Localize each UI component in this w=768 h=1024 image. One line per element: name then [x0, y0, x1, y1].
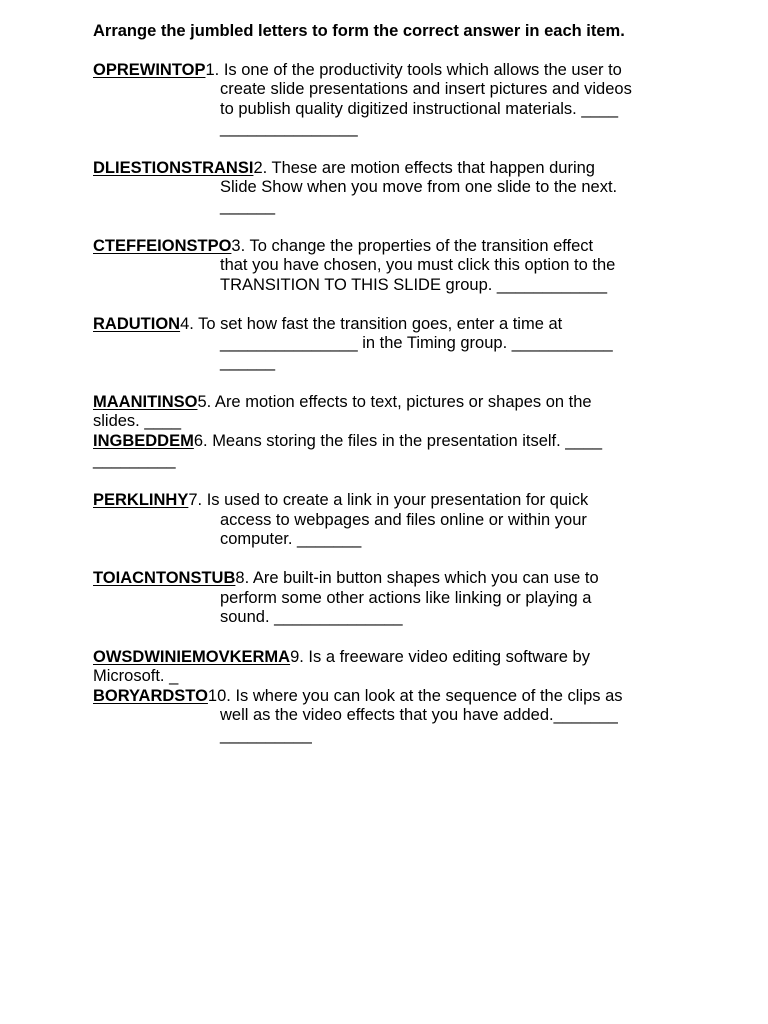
item-3-jumbled-word: CTEFFEIONSTPO — [93, 237, 232, 255]
item-2-first-line — [93, 159, 595, 179]
item-10-answer-blank: __________ — [220, 726, 312, 744]
instructions-heading: Arrange the jumbled letters to form the correct answer in each item. — [93, 22, 625, 40]
item-10-question-line-1: 10. Is where you can look at the sequence of the clips as — [207, 687, 623, 705]
item-1-first-line — [93, 61, 622, 81]
item-8-question-line-3: sound. ______________ — [220, 608, 403, 626]
item-3-question-line-2: that you have chosen, you must click this option to the — [220, 256, 616, 274]
item-5-question-line-2: slides. ____ — [93, 412, 182, 430]
item-6-jumbled-word: INGBEDDEM — [93, 432, 194, 450]
item-4-question-line-2: _______________ in the Timing group. ___________ — [220, 334, 613, 352]
item-9-jumbled-word: OWSDWINIEMOVKERMA — [93, 648, 291, 666]
item-5-jumbled-word: MAANITINSO — [93, 393, 198, 411]
item-3-first-line — [93, 237, 593, 257]
item-4-question-line-1: 4. To set how fast the transition goes, enter a time at — [180, 315, 563, 333]
item-7-jumbled-word: PERKLINHY — [93, 491, 189, 509]
item-5-question-line-1: 5. Are motion effects to text, pictures or shapes on the — [197, 393, 592, 411]
item-8-question-line-1: 8. Are built-in button shapes which you can use to — [235, 569, 599, 587]
item-2-answer-blank: ______ — [220, 197, 276, 215]
item-3-question-line-1: 3. To change the properties of the transition effect — [231, 237, 594, 255]
item-7-question-line-3: computer. _______ — [220, 530, 362, 548]
item-7-question-line-1: 7. Is used to create a link in your presentation for quick — [188, 491, 589, 509]
item-4-first-line — [93, 315, 562, 335]
item-1-question-line-3: to publish quality digitized instructional materials. ____ — [220, 100, 619, 118]
item-6-answer-blank: _________ — [93, 451, 176, 469]
item-8-first-line — [93, 569, 599, 589]
item-8-jumbled-word: TOIACNTONSTUB — [93, 569, 236, 587]
item-4-answer-blank: ______ — [220, 353, 276, 371]
item-7-question-line-2: access to webpages and files online or within your — [220, 511, 587, 529]
item-1-jumbled-word: OPREWINTOP — [93, 61, 206, 79]
item-1-question-line-1: 1. Is one of the productivity tools which allows the user to — [205, 61, 622, 79]
item-6-first-line — [93, 432, 602, 452]
item-9-question-line-2: Microsoft. _ — [93, 667, 179, 685]
item-8-question-line-2: perform some other actions like linking or playing a — [220, 589, 592, 607]
item-6-question-line-1: 6. Means storing the files in the presentation itself. ____ — [193, 432, 603, 450]
item-10-jumbled-word: BORYARDSTO — [93, 687, 208, 705]
item-4-jumbled-word: RADUTION — [93, 315, 181, 333]
item-3-question-line-3: TRANSITION TO THIS SLIDE group. ____________ — [220, 276, 608, 294]
item-10-question-line-2: well as the video effects that you have added._______ — [220, 706, 618, 724]
item-2-question-line-2: Slide Show when you move from one slide to the next. — [220, 178, 618, 196]
item-1-question-line-2: create slide presentations and insert pictures and videos — [220, 80, 632, 98]
item-2-question-line-1: 2. These are motion effects that happen during — [253, 159, 595, 177]
item-10-first-line — [93, 687, 623, 707]
item-9-first-line — [93, 648, 590, 668]
item-5-first-line — [93, 393, 592, 413]
item-9-question-line-1: 9. Is a freeware video editing software by — [290, 648, 590, 666]
item-2-jumbled-word: DLIESTIONSTRANSI — [93, 159, 254, 177]
item-1-answer-blank: _______________ — [220, 119, 358, 137]
item-7-first-line — [93, 491, 588, 511]
